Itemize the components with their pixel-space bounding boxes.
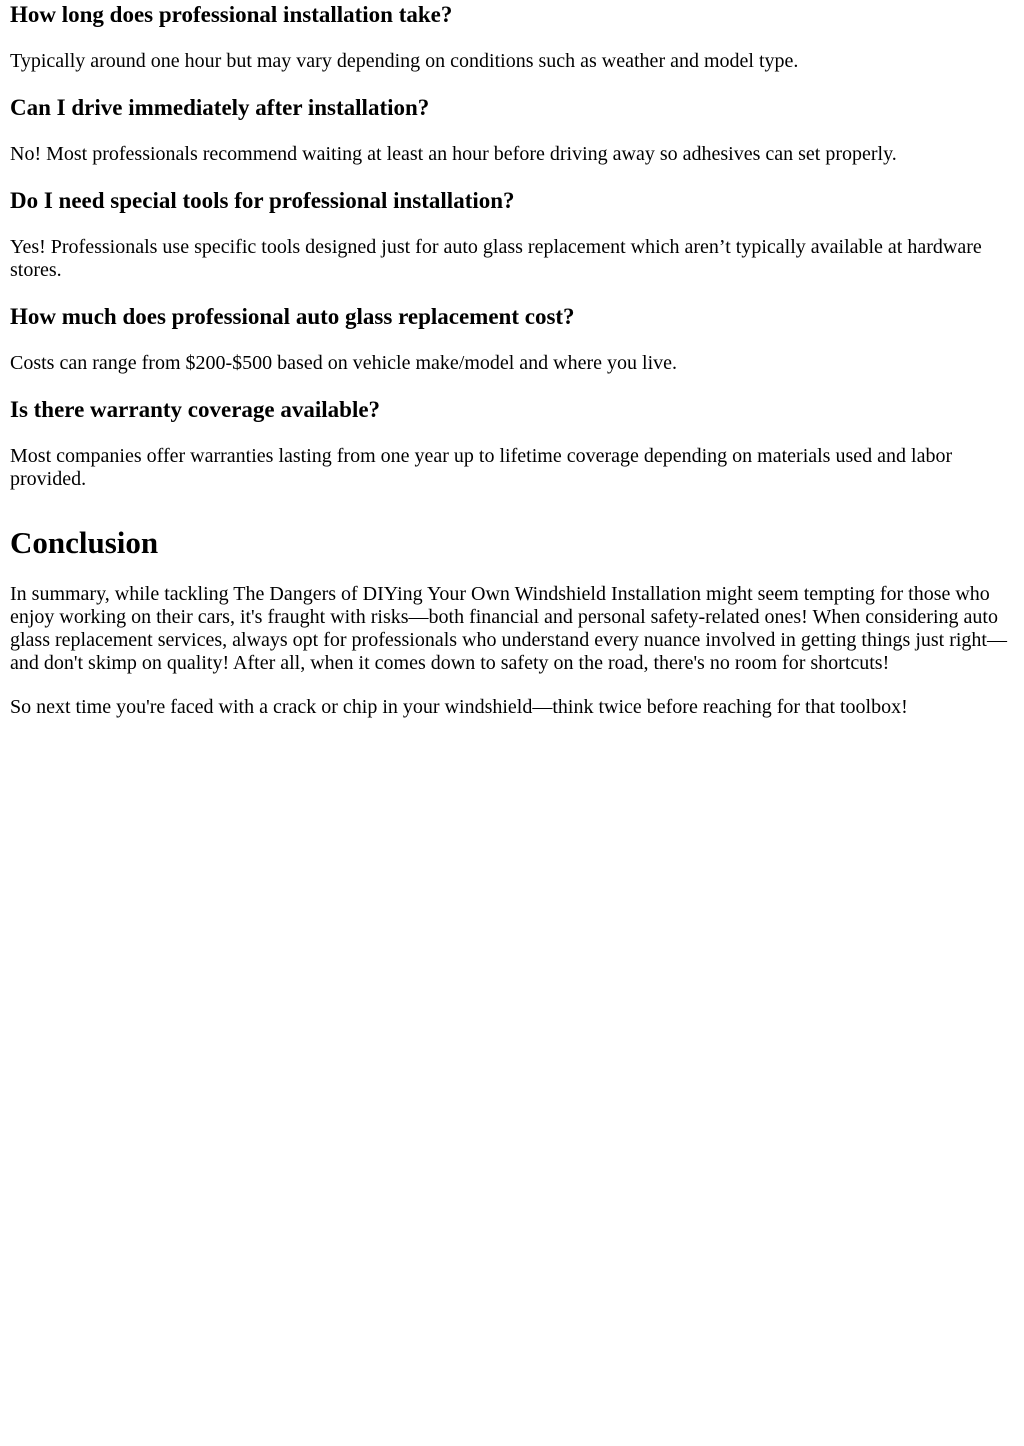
faq-item [10, 303, 1016, 375]
faq-answer: No! Most professionals recommend waiting at least an hour before driving away so adhesives can set properly. [10, 143, 897, 165]
faq-item [10, 396, 1016, 491]
faq-item [10, 187, 1016, 282]
conclusion-heading: Conclusion [10, 525, 159, 560]
faq-answer: Typically around one hour but may vary depending on conditions such as weather and model type. [10, 50, 799, 72]
faq-answer: Yes! Professionals use specific tools designed just for auto glass replacement which aren’t typically available at hardware stores. [10, 236, 982, 281]
faq-question: How much does professional auto glass replacement cost? [10, 304, 575, 329]
faq-question: How long does professional installation take? [10, 2, 453, 27]
conclusion-section [10, 525, 1016, 719]
article-page [0, 1, 1024, 1446]
faq-list [10, 1, 1016, 491]
faq-item [10, 1, 1016, 73]
conclusion-paragraph: In summary, while tackling The Dangers of DIYing Your Own Windshield Installation might seem tempting for those who enjoy working on their cars, it's fraught with risks—both financial and personal safety-related ones! When considering auto glass replacement services, always opt for professionals who understand every nuance involved in getting things just right—and don't skimp on quality! After all, when it comes down to safety on the road, there's no room for shortcuts! [10, 583, 1007, 674]
faq-question: Can I drive immediately after installation? [10, 95, 430, 120]
faq-item [10, 94, 1016, 166]
conclusion-paragraph: So next time you're faced with a crack or chip in your windshield—think twice before reaching for that toolbox! [10, 696, 908, 718]
faq-answer: Most companies offer warranties lasting from one year up to lifetime coverage depending on materials used and labor provided. [10, 445, 953, 490]
faq-answer: Costs can range from $200-$500 based on vehicle make/model and where you live. [10, 352, 678, 374]
faq-question: Do I need special tools for professional installation? [10, 188, 515, 213]
faq-question: Is there warranty coverage available? [10, 397, 381, 422]
